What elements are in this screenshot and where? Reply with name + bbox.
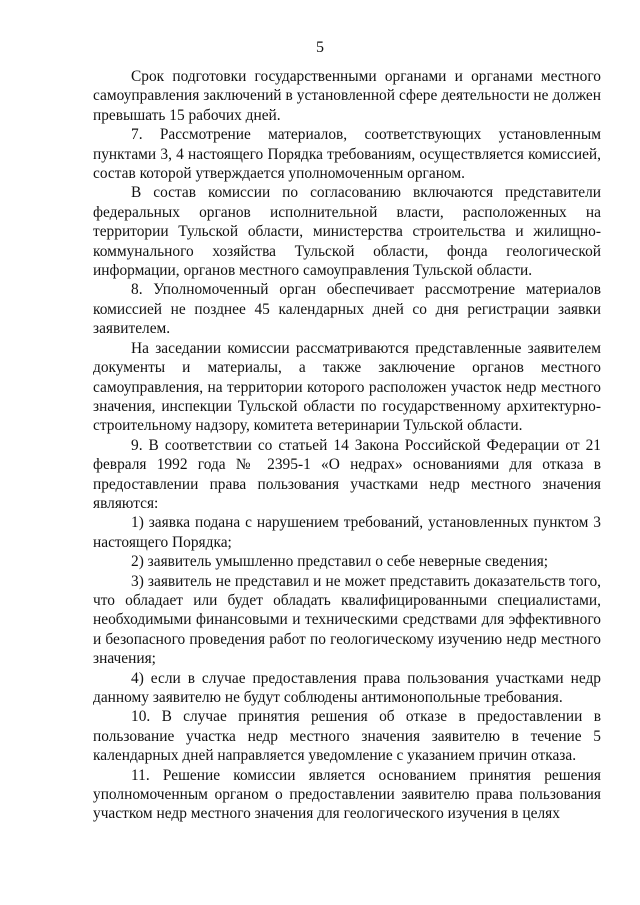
paragraph-item-11: 11. Решение комиссии является основанием принятия решения уполномоченным органом о предоставлении заявителю права пользования участком недр местного значения для геологического изучения в целях: [93, 766, 601, 823]
paragraph-item-10: 10. В случае принятия решения об отказе в предоставлении в пользование участка недр местного значения заявителю в течение 5 календарных дней направляется уведомление с указанием причин отказа.: [93, 708, 601, 765]
list-item-refusal-1: 1) заявка подана с нарушением требований, установленных пунктом 3 настоящего Порядка;: [93, 514, 601, 551]
list-item-refusal-2: 2) заявитель умышленно представил о себе неверные сведения;: [131, 553, 549, 571]
paragraph-item-9: 9. В соответствии со статьей 14 Закона Российской Федерации от 21 февраля 1992 года № 2395-1 «О недрах» основаниями для отказа в предоставлении права пользования участками недр местного значения являются:: [93, 436, 601, 512]
paragraph-commission-composition: В состав комиссии по согласованию включаются представители федеральных органов исполнительной власти, расположенных на территории Тульской области, министерства строительства и жилищно-коммунального хозяйства Тульской области, фонда геологической информации, органов местного самоуправления Тульской области.: [93, 184, 601, 280]
document-body: [93, 67, 601, 824]
page-number: 5: [316, 39, 324, 56]
paragraph-item-8: 8. Уполномоченный орган обеспечивает рассмотрение материалов комиссией не позднее 45 календарных дней со дня регистрации заявки заявителем.: [93, 281, 601, 338]
paragraph-item-7: 7. Рассмотрение материалов, соответствующих установленным пунктами 3, 4 настоящего Порядка требованиям, осуществляется комиссией, состав которой утверждается уполномоченным органом.: [93, 126, 601, 183]
paragraph-commission-meeting: На заседании комиссии рассматриваются представленные заявителем документы и материалы, а также заключение органов местного самоуправления, на территории которого расположен участок недр местного значения, инспекции Тульской области по государственному архитектурно-строительному надзору, комитета ветеринарии Тульской области.: [93, 339, 601, 435]
list-item-refusal-4: 4) если в случае предоставления права пользования участками недр данному заявителю не будут соблюдены антимонопольные требования.: [93, 669, 601, 706]
list-item-refusal-3: 3) заявитель не представил и не может представить доказательств того, что обладает или будет обладать квалифицированными специалистами, необходимыми финансовыми и техническими средствами для эффективного и безопасного проведения работ по геологическому изучению недр местного значения;: [93, 572, 601, 668]
paragraph-deadline: Срок подготовки государственными органами и органами местного самоуправления заключений в установленной сфере деятельности не должен превышать 15 рабочих дней.: [93, 68, 601, 124]
